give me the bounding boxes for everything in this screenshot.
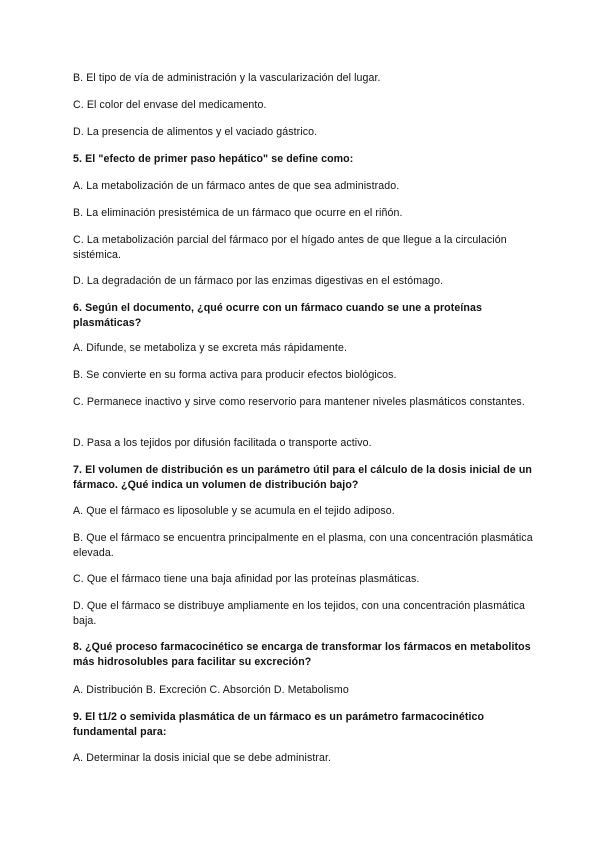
option-7b: B. Que el fármaco se encuentra principalmente en el plasma, con una concentración plasmática elevada. (73, 532, 533, 559)
option-4d: D. La presencia de alimentos y el vaciado gástrico. (73, 126, 318, 138)
question-5: 5. El "efecto de primer paso hepático" se define como: (73, 153, 354, 165)
option-7a: A. Que el fármaco es liposoluble y se acumula en el tejido adiposo. (73, 505, 395, 517)
option-5c: C. La metabolización parcial del fármaco por el hígado antes de que llegue a la circulación sistémica. (73, 234, 507, 261)
option-6b: B. Se convierte en su forma activa para producir efectos biológicos. (73, 369, 397, 381)
question-8: 8. ¿Qué proceso farmacocinético se encarga de transformar los fármacos en metabolitos más hidrosolubles para facilitar su excreción? (73, 641, 531, 668)
question-7: 7. El volumen de distribución es un parámetro útil para el cálculo de la dosis inicial de un fármaco. ¿Qué indica un volumen de distribución bajo? (73, 464, 532, 491)
option-8: A. Distribución B. Excreción C. Absorción D. Metabolismo (73, 684, 349, 696)
question-6: 6. Según el documento, ¿qué ocurre con un fármaco cuando se une a proteínas plasmáticas? (73, 302, 482, 329)
option-9a: A. Determinar la dosis inicial que se debe administrar. (73, 752, 332, 764)
option-5b: B. La eliminación presistémica de un fármaco que ocurre en el riñón. (73, 207, 403, 219)
option-5a: A. La metabolización de un fármaco antes de que sea administrado. (73, 180, 400, 192)
option-6d: D. Pasa a los tejidos por difusión facilitada o transporte activo. (73, 437, 372, 449)
option-6a: A. Difunde, se metaboliza y se excreta más rápidamente. (73, 342, 348, 354)
option-7c: C. Que el fármaco tiene una baja afinidad por las proteínas plasmáticas. (73, 573, 420, 585)
question-9: 9. El t1/2 o semivida plasmática de un fármaco es un parámetro farmacocinético fundamental para: (73, 711, 485, 738)
option-4c: C. El color del envase del medicamento. (73, 99, 267, 111)
option-7d: D. Que el fármaco se distribuye ampliamente en los tejidos, con una concentración plasmática baja. (73, 600, 526, 627)
option-6c: C. Permanece inactivo y sirve como reservorio para mantener niveles plasmáticos constantes. (73, 396, 525, 408)
option-4b: B. El tipo de vía de administración y la vascularización del lugar. (73, 72, 381, 84)
option-5d: D. La degradación de un fármaco por las enzimas digestivas en el estómago. (73, 275, 444, 287)
